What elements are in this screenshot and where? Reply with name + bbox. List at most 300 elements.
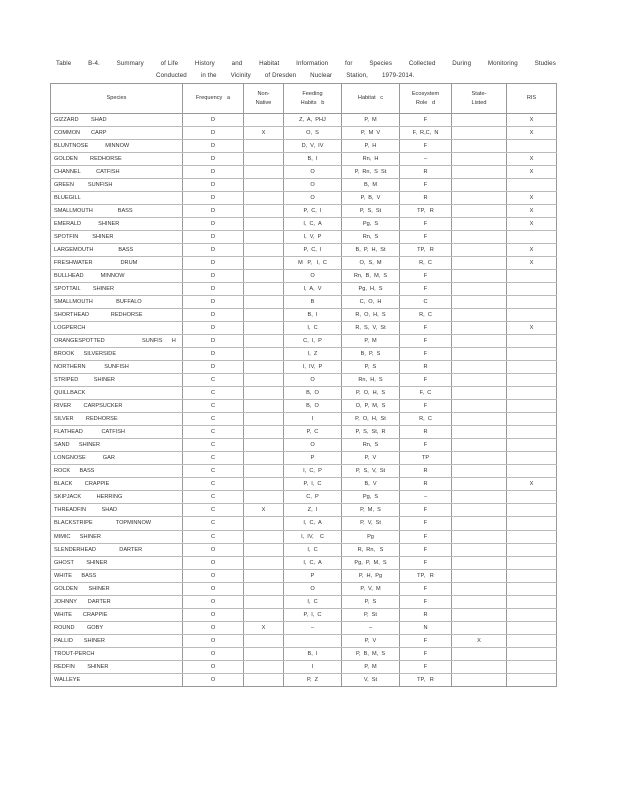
cell-state-listed	[452, 595, 507, 608]
cell-ecosystem-role: F, R,C, N	[400, 127, 452, 140]
cell-state-listed	[452, 660, 507, 673]
cell-ris	[507, 465, 557, 478]
cell-state-listed	[452, 296, 507, 309]
cell-habitat: P, S	[342, 361, 400, 374]
cell-frequency: C	[183, 491, 244, 504]
cell-species: SILVER REDHORSE	[51, 413, 183, 426]
cell-ris	[507, 647, 557, 660]
cell-species: NORTHERN SUNFISH	[51, 361, 183, 374]
cell-habitat: P, H	[342, 140, 400, 153]
cell-ris: X	[507, 127, 557, 140]
cell-non-native	[244, 335, 284, 348]
cell-species: BROOK SILVERSIDE	[51, 348, 183, 361]
cell-ecosystem-role: F	[400, 374, 452, 387]
cell-species: JOHNNY DARTER	[51, 595, 183, 608]
cell-frequency: C	[183, 439, 244, 452]
cell-ris	[507, 270, 557, 283]
cell-state-listed	[452, 127, 507, 140]
cell-habitat: P, Rn, S St	[342, 166, 400, 179]
cell-non-native	[244, 517, 284, 530]
cell-non-native	[244, 595, 284, 608]
table-row	[51, 166, 557, 179]
cell-ecosystem-role: F	[400, 660, 452, 673]
cell-non-native	[244, 322, 284, 335]
table-body	[51, 114, 557, 687]
table-row	[51, 426, 557, 439]
cell-habitat: P, V	[342, 634, 400, 647]
table-row	[51, 673, 557, 686]
cell-frequency: O	[183, 543, 244, 556]
cell-species: GHOST SHINER	[51, 556, 183, 569]
cell-non-native	[244, 413, 284, 426]
cell-species: GREEN SUNFISH	[51, 179, 183, 192]
cell-feeding-habits: O	[284, 582, 342, 595]
table-row	[51, 660, 557, 673]
cell-ris	[507, 569, 557, 582]
cell-ecosystem-role: R	[400, 608, 452, 621]
cell-habitat: P, V, M	[342, 582, 400, 595]
caption-word: Station,	[346, 72, 368, 79]
cell-ecosystem-role: F	[400, 114, 452, 127]
cell-state-listed	[452, 608, 507, 621]
cell-species: PALLID SHINER	[51, 634, 183, 647]
cell-feeding-habits: P	[284, 452, 342, 465]
header-feeding-habits: Feeding Habits b	[284, 84, 342, 114]
table-row	[51, 582, 557, 595]
cell-feeding-habits: O	[284, 270, 342, 283]
cell-frequency: D	[183, 309, 244, 322]
cell-frequency: D	[183, 257, 244, 270]
cell-non-native	[244, 387, 284, 400]
cell-frequency: O	[183, 621, 244, 634]
cell-state-listed	[452, 478, 507, 491]
cell-feeding-habits: B, O	[284, 387, 342, 400]
cell-habitat: V, St	[342, 673, 400, 686]
cell-non-native	[244, 166, 284, 179]
cell-feeding-habits: D, V, IV	[284, 140, 342, 153]
cell-non-native	[244, 114, 284, 127]
table-header	[51, 84, 557, 114]
cell-non-native	[244, 218, 284, 231]
cell-frequency: D	[183, 127, 244, 140]
cell-feeding-habits: I, C, A	[284, 556, 342, 569]
cell-non-native	[244, 179, 284, 192]
table-row	[51, 439, 557, 452]
caption-word: Studies	[534, 60, 556, 67]
caption-word: Table	[56, 60, 72, 67]
cell-species: LONGNOSE GAR	[51, 452, 183, 465]
cell-species: WHITE CRAPPIE	[51, 608, 183, 621]
table-row	[51, 647, 557, 660]
cell-state-listed	[452, 322, 507, 335]
cell-ris	[507, 517, 557, 530]
cell-species: WHITE BASS	[51, 569, 183, 582]
cell-species: BLUNTNOSE MINNOW	[51, 140, 183, 153]
cell-species: LOGPERCH	[51, 322, 183, 335]
cell-frequency: D	[183, 361, 244, 374]
caption-word: of Life	[160, 60, 179, 67]
cell-habitat: P, S, St, R	[342, 426, 400, 439]
table-row	[51, 257, 557, 270]
cell-state-listed	[452, 231, 507, 244]
cell-feeding-habits: P, I, C	[284, 608, 342, 621]
cell-feeding-habits: B, O	[284, 400, 342, 413]
cell-ris: X	[507, 114, 557, 127]
cell-species: BLACK CRAPPIE	[51, 478, 183, 491]
table-row	[51, 335, 557, 348]
cell-ecosystem-role: N	[400, 621, 452, 634]
cell-ris	[507, 387, 557, 400]
table-row	[51, 517, 557, 530]
cell-habitat: O, S, M	[342, 257, 400, 270]
cell-non-native	[244, 283, 284, 296]
cell-ris	[507, 439, 557, 452]
cell-state-listed	[452, 192, 507, 205]
cell-feeding-habits: I	[284, 660, 342, 673]
cell-state-listed	[452, 218, 507, 231]
cell-ecosystem-role: F	[400, 348, 452, 361]
cell-state-listed	[452, 582, 507, 595]
caption-word: in the	[200, 72, 217, 79]
cell-state-listed	[452, 673, 507, 686]
cell-frequency: C	[183, 426, 244, 439]
cell-feeding-habits: I, C	[284, 322, 342, 335]
cell-habitat: Pg, S	[342, 491, 400, 504]
cell-non-native	[244, 452, 284, 465]
cell-non-native	[244, 530, 284, 543]
cell-frequency: C	[183, 374, 244, 387]
cell-frequency: C	[183, 478, 244, 491]
cell-ris	[507, 634, 557, 647]
cell-state-listed	[452, 621, 507, 634]
header-row	[51, 84, 557, 114]
cell-state-listed	[452, 465, 507, 478]
cell-state-listed	[452, 205, 507, 218]
cell-species: SMALLMOUTH BASS	[51, 205, 183, 218]
table-row	[51, 114, 557, 127]
cell-state-listed	[452, 426, 507, 439]
cell-habitat: Pg	[342, 530, 400, 543]
cell-feeding-habits: B	[284, 296, 342, 309]
cell-ecosystem-role: TP, R	[400, 673, 452, 686]
table-row	[51, 569, 557, 582]
table-row	[51, 465, 557, 478]
caption-word: and	[231, 60, 243, 67]
cell-state-listed	[452, 114, 507, 127]
cell-non-native	[244, 608, 284, 621]
cell-species: THREADFIN SHAD	[51, 504, 183, 517]
cell-feeding-habits: I, C, P	[284, 465, 342, 478]
cell-species: RIVER CARPSUCKER	[51, 400, 183, 413]
cell-ecosystem-role: TP, R	[400, 569, 452, 582]
cell-habitat: R, S, V, St	[342, 322, 400, 335]
cell-state-listed	[452, 179, 507, 192]
cell-species: LARGEMOUTH BASS	[51, 244, 183, 257]
cell-frequency: C	[183, 530, 244, 543]
cell-frequency: D	[183, 283, 244, 296]
cell-habitat: P, V, St	[342, 517, 400, 530]
cell-state-listed	[452, 439, 507, 452]
cell-ecosystem-role: F	[400, 231, 452, 244]
cell-species: BULLHEAD MINNOW	[51, 270, 183, 283]
cell-non-native	[244, 569, 284, 582]
cell-ecosystem-role: F	[400, 283, 452, 296]
cell-non-native	[244, 309, 284, 322]
cell-ecosystem-role: R, C	[400, 257, 452, 270]
cell-ecosystem-role: –	[400, 491, 452, 504]
cell-species: WALLEYE	[51, 673, 183, 686]
cell-feeding-habits: B, I	[284, 309, 342, 322]
cell-non-native	[244, 270, 284, 283]
cell-frequency: O	[183, 582, 244, 595]
cell-ecosystem-role: F	[400, 400, 452, 413]
cell-frequency: O	[183, 569, 244, 582]
cell-ris: X	[507, 478, 557, 491]
cell-ris	[507, 491, 557, 504]
caption-word: Nuclear	[310, 72, 333, 79]
cell-species: ROUND GOBY	[51, 621, 183, 634]
cell-ecosystem-role: F	[400, 335, 452, 348]
cell-ecosystem-role: R	[400, 192, 452, 205]
table-row	[51, 387, 557, 400]
cell-feeding-habits: M P, I, C	[284, 257, 342, 270]
table-row	[51, 296, 557, 309]
cell-state-listed	[452, 270, 507, 283]
cell-frequency: O	[183, 556, 244, 569]
cell-state-listed	[452, 387, 507, 400]
cell-species: BLACKSTRIPE TOPMINNOW	[51, 517, 183, 530]
cell-species: GOLDEN REDHORSE	[51, 153, 183, 166]
table-row	[51, 140, 557, 153]
cell-frequency: D	[183, 166, 244, 179]
cell-habitat: B, V	[342, 478, 400, 491]
header-state-listed: State- Listed	[452, 84, 507, 114]
caption-line-1	[56, 58, 556, 70]
cell-feeding-habits: I, A, V	[284, 283, 342, 296]
cell-non-native	[244, 374, 284, 387]
cell-ris	[507, 309, 557, 322]
cell-ecosystem-role: F	[400, 218, 452, 231]
cell-habitat: B, P, H, St	[342, 244, 400, 257]
cell-frequency: D	[183, 322, 244, 335]
cell-feeding-habits: I	[284, 413, 342, 426]
table-row	[51, 244, 557, 257]
table-row	[51, 179, 557, 192]
cell-feeding-habits: O, S	[284, 127, 342, 140]
cell-frequency: D	[183, 140, 244, 153]
cell-non-native: X	[244, 127, 284, 140]
table-row	[51, 205, 557, 218]
cell-frequency: D	[183, 296, 244, 309]
cell-habitat: Rn, S	[342, 439, 400, 452]
cell-feeding-habits: –	[284, 621, 342, 634]
cell-state-listed: X	[452, 634, 507, 647]
caption-word: Summary	[116, 60, 144, 67]
cell-ecosystem-role: F	[400, 322, 452, 335]
cell-habitat: P, M	[342, 114, 400, 127]
table-row	[51, 608, 557, 621]
cell-frequency: C	[183, 517, 244, 530]
cell-species: SPOTTAIL SHINER	[51, 283, 183, 296]
cell-ecosystem-role: F	[400, 582, 452, 595]
cell-ecosystem-role: F	[400, 179, 452, 192]
cell-non-native	[244, 556, 284, 569]
cell-habitat: P, O, H, S	[342, 387, 400, 400]
cell-ecosystem-role: F	[400, 543, 452, 556]
table-row	[51, 270, 557, 283]
table-row	[51, 361, 557, 374]
cell-ris	[507, 374, 557, 387]
cell-frequency: C	[183, 413, 244, 426]
cell-non-native	[244, 348, 284, 361]
cell-frequency: D	[183, 179, 244, 192]
cell-feeding-habits: O	[284, 374, 342, 387]
cell-frequency: D	[183, 114, 244, 127]
cell-species: SMALLMOUTH BUFFALO	[51, 296, 183, 309]
cell-non-native	[244, 543, 284, 556]
cell-habitat: P, M, S	[342, 504, 400, 517]
cell-ris	[507, 335, 557, 348]
table-row	[51, 595, 557, 608]
table-row	[51, 621, 557, 634]
cell-habitat: –	[342, 621, 400, 634]
cell-habitat: P, St	[342, 608, 400, 621]
caption-word: During	[452, 60, 472, 67]
cell-feeding-habits: O	[284, 166, 342, 179]
cell-feeding-habits: P, C, I	[284, 244, 342, 257]
table-row	[51, 231, 557, 244]
cell-species: SAND SHINER	[51, 439, 183, 452]
species-summary-table	[50, 83, 557, 687]
cell-non-native	[244, 673, 284, 686]
caption-word: Collected	[408, 60, 436, 67]
cell-feeding-habits: I, V, P	[284, 231, 342, 244]
cell-ris	[507, 543, 557, 556]
cell-species: BLUEGILL	[51, 192, 183, 205]
cell-frequency: C	[183, 400, 244, 413]
cell-species: SPOTFIN SHINER	[51, 231, 183, 244]
cell-feeding-habits: B, I	[284, 153, 342, 166]
cell-feeding-habits: P, C	[284, 426, 342, 439]
cell-frequency: O	[183, 673, 244, 686]
cell-frequency: D	[183, 244, 244, 257]
cell-feeding-habits: B, I	[284, 647, 342, 660]
cell-habitat: P, S, V, St	[342, 465, 400, 478]
cell-frequency: C	[183, 452, 244, 465]
cell-frequency: D	[183, 205, 244, 218]
cell-frequency: D	[183, 335, 244, 348]
cell-state-listed	[452, 530, 507, 543]
cell-ris: X	[507, 244, 557, 257]
cell-state-listed	[452, 361, 507, 374]
cell-ecosystem-role: TP, R	[400, 244, 452, 257]
cell-frequency: D	[183, 218, 244, 231]
cell-frequency: D	[183, 192, 244, 205]
caption-word: B-4.	[88, 60, 100, 67]
cell-ris	[507, 595, 557, 608]
table-row	[51, 491, 557, 504]
cell-ecosystem-role: TP, R	[400, 205, 452, 218]
cell-habitat: B, P, S	[342, 348, 400, 361]
cell-non-native	[244, 634, 284, 647]
cell-species: COMMON CARP	[51, 127, 183, 140]
caption-word: History	[194, 60, 215, 67]
cell-habitat: P, S	[342, 595, 400, 608]
header-species: Species	[51, 84, 183, 114]
cell-non-native	[244, 192, 284, 205]
cell-state-listed	[452, 309, 507, 322]
cell-feeding-habits: I, C	[284, 595, 342, 608]
cell-ecosystem-role: F	[400, 634, 452, 647]
cell-ris: X	[507, 322, 557, 335]
cell-frequency: O	[183, 647, 244, 660]
cell-state-listed	[452, 374, 507, 387]
cell-habitat: R, O, H, S	[342, 309, 400, 322]
caption-word: Species	[369, 60, 393, 67]
cell-ecosystem-role: R	[400, 465, 452, 478]
cell-state-listed	[452, 569, 507, 582]
cell-ris	[507, 621, 557, 634]
table-row	[51, 283, 557, 296]
table-row	[51, 127, 557, 140]
cell-habitat: P, H, Pg	[342, 569, 400, 582]
cell-habitat: Rn, B, M, S	[342, 270, 400, 283]
cell-habitat: C, O, H	[342, 296, 400, 309]
cell-state-listed	[452, 556, 507, 569]
cell-feeding-habits: P, I, C	[284, 478, 342, 491]
caption-word: Vicinity	[230, 72, 251, 79]
table-row	[51, 348, 557, 361]
cell-non-native	[244, 244, 284, 257]
cell-ris	[507, 582, 557, 595]
table-row	[51, 192, 557, 205]
header-habitat: Habitat c	[342, 84, 400, 114]
cell-frequency: D	[183, 348, 244, 361]
cell-non-native	[244, 426, 284, 439]
cell-ris	[507, 231, 557, 244]
cell-ecosystem-role: F	[400, 647, 452, 660]
cell-feeding-habits: O	[284, 179, 342, 192]
table-row	[51, 543, 557, 556]
cell-feeding-habits: C, I, P	[284, 335, 342, 348]
cell-non-native	[244, 465, 284, 478]
cell-habitat: P, O, H, St	[342, 413, 400, 426]
cell-feeding-habits: I, C, A	[284, 218, 342, 231]
cell-habitat: P, M V	[342, 127, 400, 140]
cell-non-native	[244, 582, 284, 595]
cell-species: MIMIC SHINER	[51, 530, 183, 543]
cell-feeding-habits: I, Z	[284, 348, 342, 361]
cell-non-native	[244, 660, 284, 673]
cell-ecosystem-role: F	[400, 270, 452, 283]
table-row	[51, 556, 557, 569]
cell-feeding-habits: I, C, A	[284, 517, 342, 530]
cell-state-listed	[452, 400, 507, 413]
cell-state-listed	[452, 166, 507, 179]
cell-frequency: D	[183, 153, 244, 166]
cell-ecosystem-role: R, C	[400, 309, 452, 322]
cell-species: REDFIN SHINER	[51, 660, 183, 673]
caption-word: of Dresden	[264, 72, 297, 79]
cell-frequency: C	[183, 465, 244, 478]
caption-word: Conducted	[156, 72, 187, 79]
cell-habitat: R, Rn, S	[342, 543, 400, 556]
cell-ris: X	[507, 192, 557, 205]
cell-ris	[507, 283, 557, 296]
cell-species: SKIPJACK HERRING	[51, 491, 183, 504]
cell-feeding-habits: I, IV, C	[284, 530, 342, 543]
header-frequency: Frequency a	[183, 84, 244, 114]
